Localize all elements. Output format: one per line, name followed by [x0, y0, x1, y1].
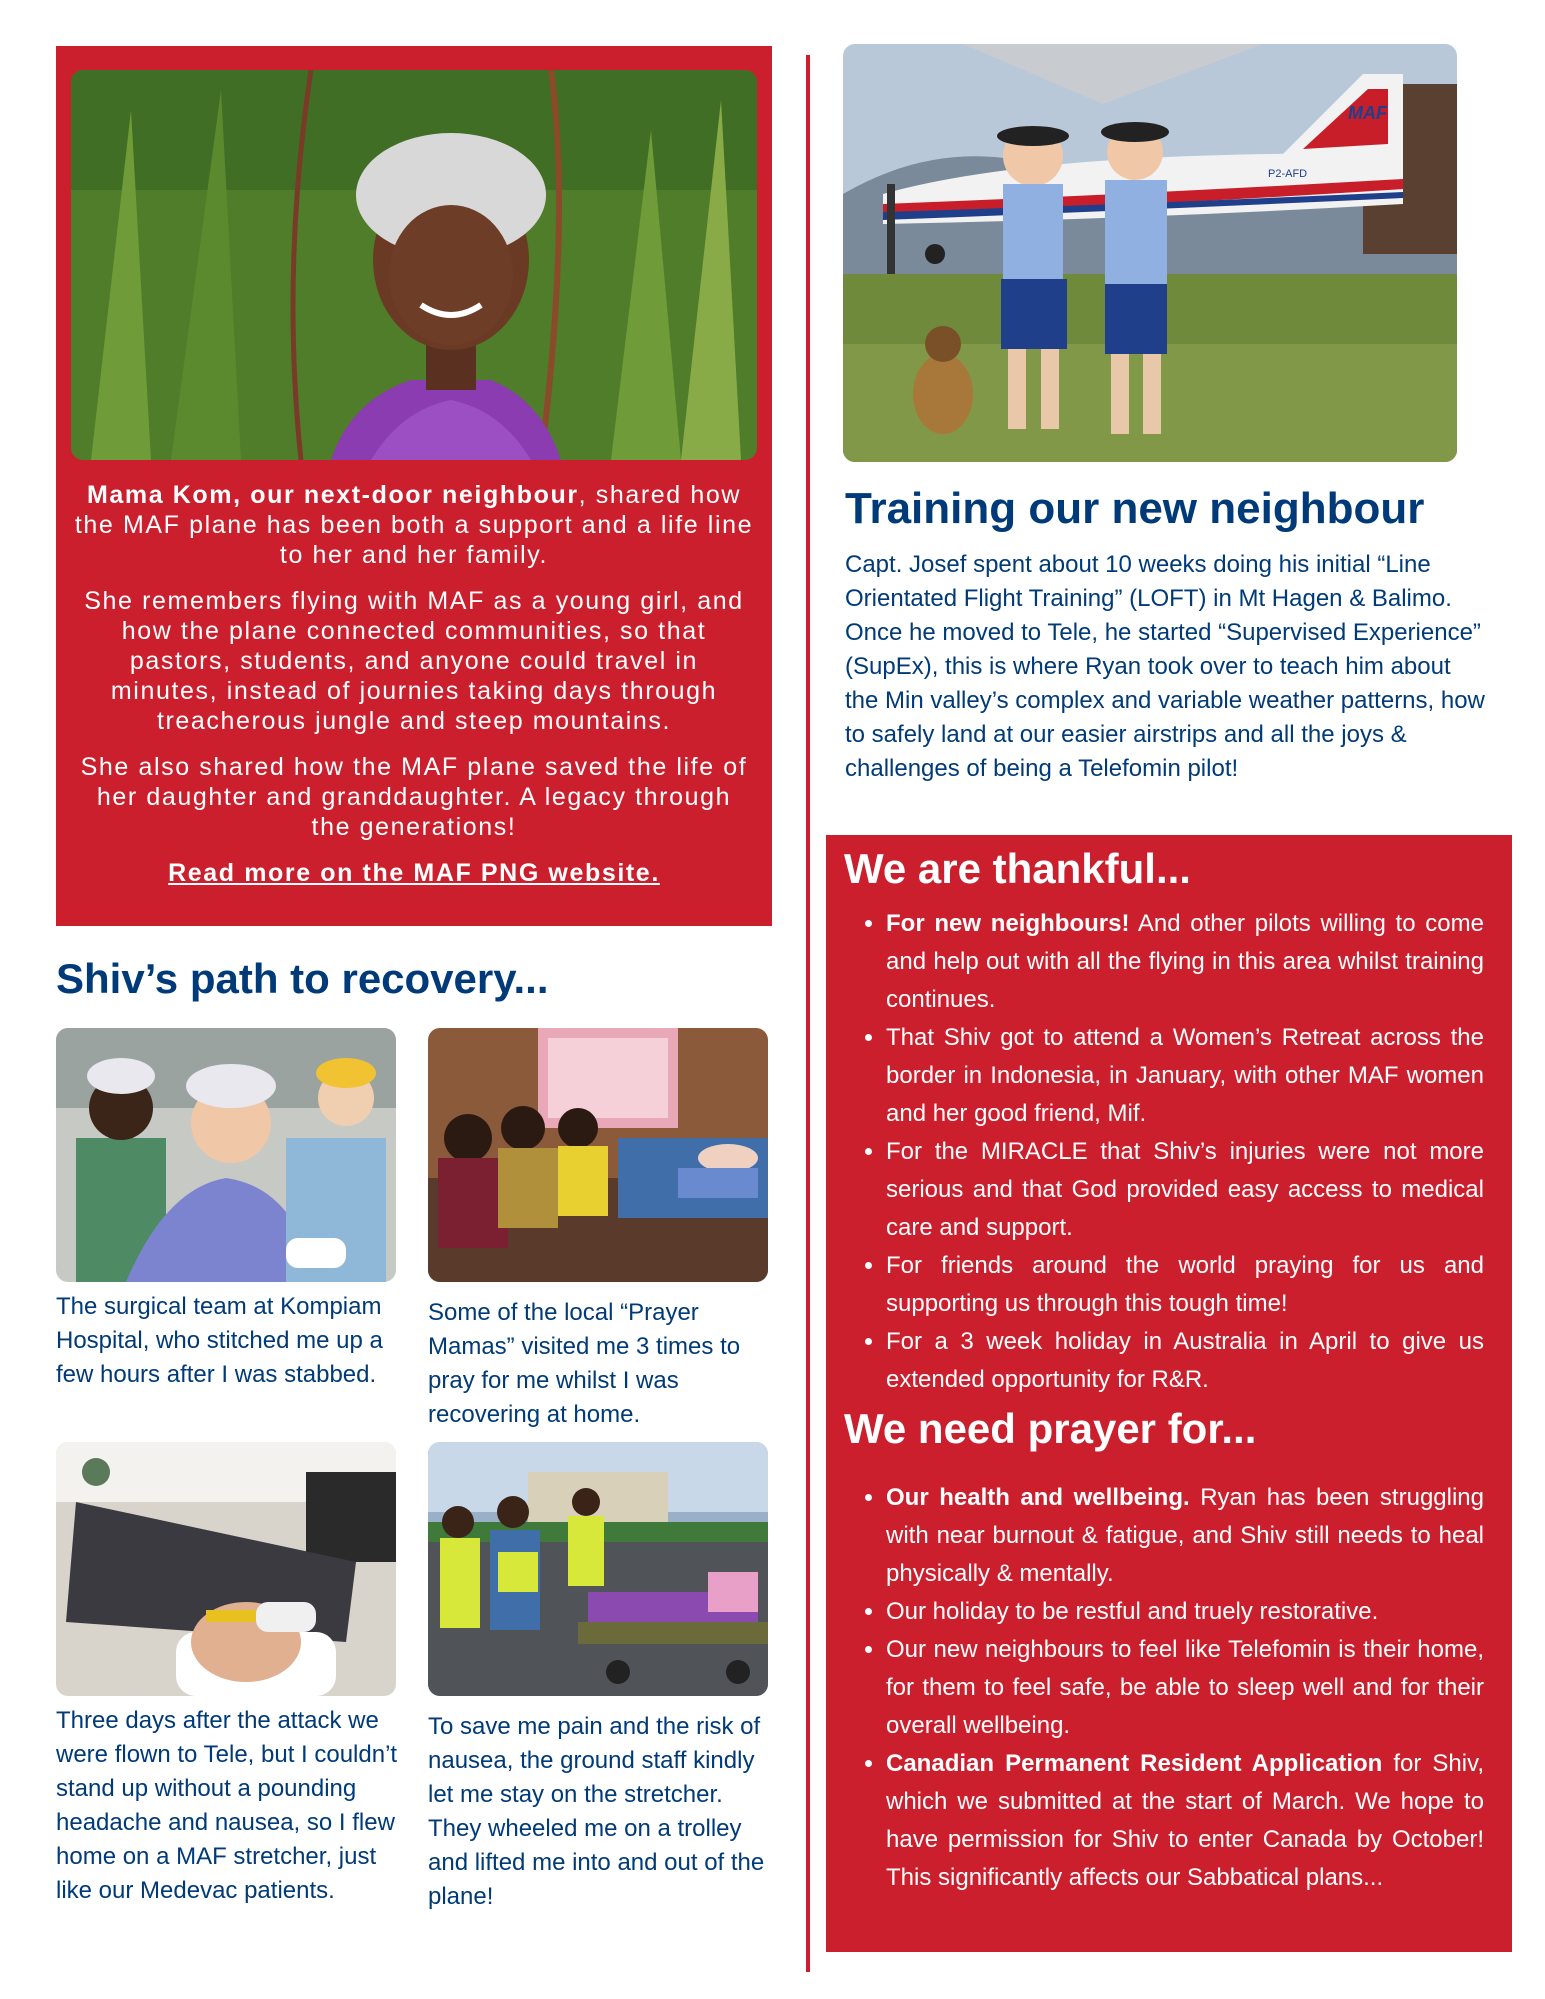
mama-para-2: She remembers flying with MAF as a young girl, and how the plane connected communities, so that pastors, students, and anyone could travel in minutes, instead of journies taking days through treacherous jungle and steep mountains.	[84, 587, 744, 735]
plane-registration: P2-AFD	[1268, 168, 1308, 180]
prayer-list	[826, 1479, 1512, 1897]
prayer-item	[886, 1745, 1512, 1897]
column-divider	[806, 55, 810, 1972]
mama-kom-text	[74, 480, 754, 904]
thankful-item	[886, 1133, 1512, 1247]
prayer-item-bold: Canadian Permanent Resident Application	[886, 1750, 1383, 1777]
thankful-item	[886, 1247, 1512, 1323]
medevac-caption: Three days after the attack we were flown to Tele, but I couldn’t stand up without a pounding headache and nausea, so I flew home on a MAF stretcher, just like our Medevac patients.	[56, 1707, 398, 1904]
ground-staff-trolley-photo	[428, 1442, 768, 1696]
maf-png-website-link[interactable]: Read more on the MAF PNG website.	[168, 859, 660, 887]
mama-intro-rest: , shared how the MAF plane has been both a support and a life line to her and her family.	[74, 481, 754, 569]
thankful-title: We are thankful...	[844, 845, 1191, 892]
ground-staff-caption: To save me pain and the risk of nausea, the ground staff kindly let me stay on the stretcher. They wheeled me on a trolley and lifted me into and out of the plane!	[428, 1713, 765, 1910]
prayer-item-text: for Shiv, which we submitted at the start of March. We hope to have permission for Shiv to enter Canada by October! This significantly affects our Sabbatical plans...	[886, 1750, 1484, 1891]
mama-intro	[74, 480, 754, 570]
mama-kom-photo	[71, 70, 757, 460]
thankful-item-text: For the MIRACLE that Shiv’s injuries were not more serious and that God provided easy access to medical care and support.	[886, 1138, 1484, 1241]
thankful-item	[886, 1323, 1512, 1399]
thankful-item	[886, 1019, 1512, 1133]
prayer-mamas-photo	[428, 1028, 768, 1282]
thankful-item	[886, 905, 1512, 1019]
thankful-item-text: And other pilots willing to come and help out with all the flying in this area whilst training continues.	[886, 910, 1484, 1013]
medevac-stretcher-photo	[56, 1442, 396, 1696]
prayer-item	[886, 1593, 1512, 1631]
prayer-item-bold: Our health and wellbeing.	[886, 1484, 1190, 1511]
prayer-item	[886, 1631, 1512, 1745]
thankful-item-bold: For new neighbours!	[886, 910, 1130, 937]
thankful-item-text: For friends around the world praying for us and supporting us through this tough time!	[886, 1252, 1484, 1317]
training-text: Capt. Josef spent about 10 weeks doing his initial “Line Orientated Flight Training” (LOFT) in Mt Hagen & Balimo. Once he moved to Tele, he started “Supervised Experience” (SupEx), this is where Ryan took over to teach him about the Min valley’s complex and variable weather patterns, how to safely land at our easier airstrips and all the joys & challenges of being a Telefomin pilot!	[845, 551, 1485, 782]
prayer-mamas-caption: Some of the local “Prayer Mamas” visited me 3 times to pray for me whilst I was recovering at home.	[428, 1299, 741, 1428]
prayer-title: We need prayer for...	[844, 1405, 1257, 1452]
thankful-prayer-panel	[826, 835, 1512, 1952]
thankful-list	[826, 905, 1512, 1399]
thankful-item-text: That Shiv got to attend a Women’s Retreat across the border in Indonesia, in January, with other MAF women and her good friend, Mif.	[886, 1024, 1484, 1127]
pilots-with-plane-photo	[843, 44, 1457, 462]
prayer-item-text: Our holiday to be restful and truely restorative.	[886, 1598, 1379, 1625]
training-title: Training our new neighbour	[845, 484, 1425, 533]
prayer-item-text: Our new neighbours to feel like Telefomin is their home, for them to feel safe, be able to sleep well and for their overall wellbeing.	[886, 1636, 1484, 1739]
prayer-item-text: Ryan has been struggling with near burnout & fatigue, and Shiv still needs to heal physically & mentally.	[886, 1484, 1484, 1587]
plane-tail-logo: MAF	[1348, 103, 1387, 123]
mama-para-3: She also shared how the MAF plane saved the life of her daughter and granddaughter. A legacy through the generations!	[80, 753, 748, 841]
surgical-team-caption: The surgical team at Kompiam Hospital, who stitched me up a few hours after I was stabbed.	[56, 1293, 383, 1388]
thankful-item-text: For a 3 week holiday in Australia in April to give us extended opportunity for R&R.	[886, 1328, 1484, 1393]
prayer-item	[886, 1479, 1512, 1593]
surgical-team-photo	[56, 1028, 396, 1282]
mama-intro-bold: Mama Kom, our next-door neighbour	[86, 481, 579, 509]
mama-kom-panel	[56, 46, 772, 926]
shiv-recovery-title: Shiv’s path to recovery...	[56, 955, 549, 1002]
